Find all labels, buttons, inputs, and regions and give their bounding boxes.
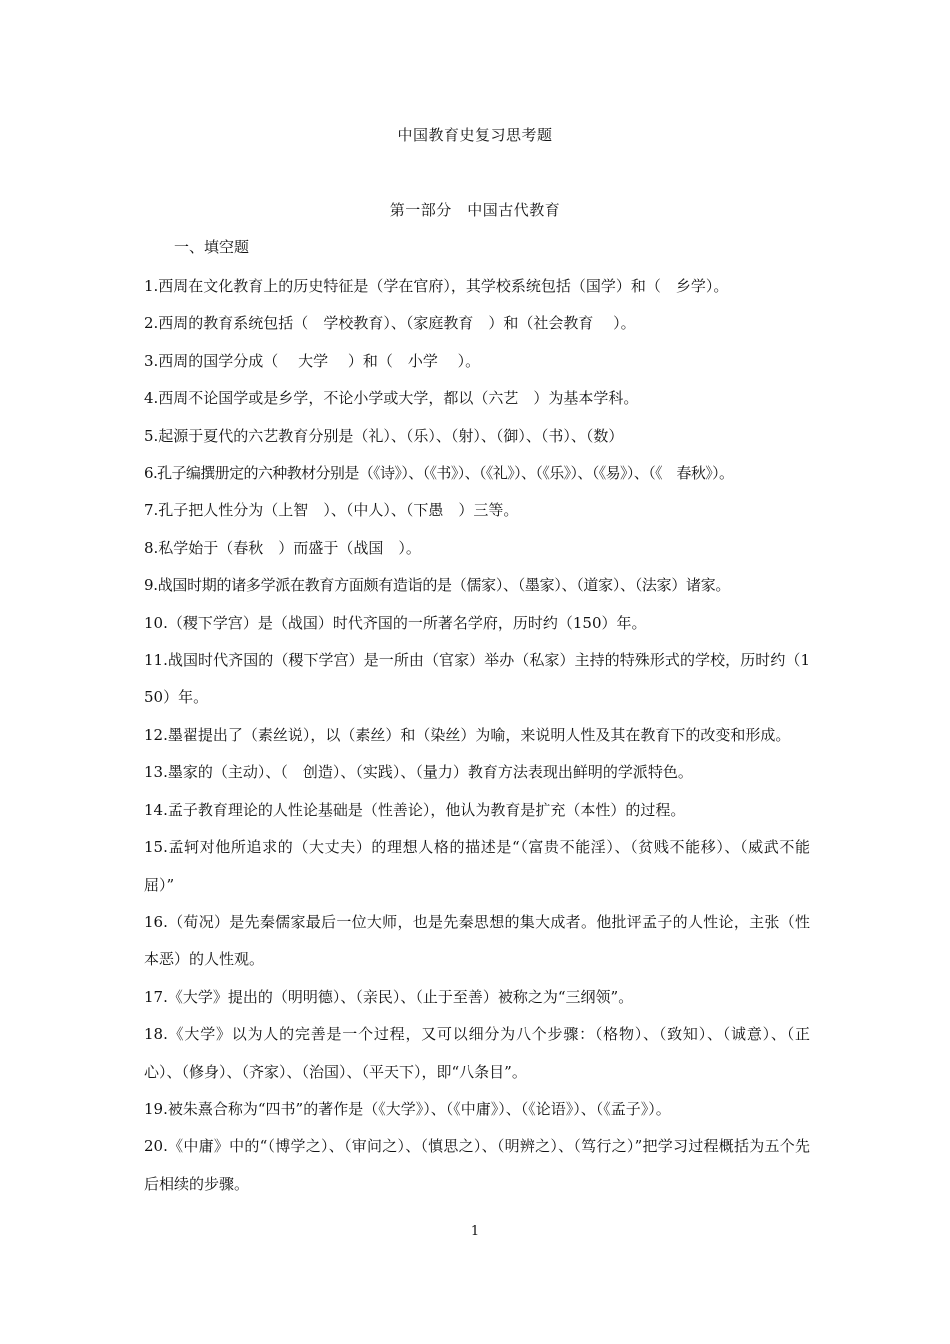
page-number: 1 <box>470 1224 480 1239</box>
question-item: 5.起源于夏代的六艺教育分别是（礼）、（乐）、（射）、（御）、（书）、（数） <box>144 426 624 445</box>
question-item: 13.墨家的（主动）、（ 创造）、（实践）、（量力）教育方法表现出鲜明的学派特色。 <box>144 763 693 782</box>
question-item: 20.《中庸》中的“（博学之）、（审问之）、（慎思之）、（明辨之）、（笃行之）”把学习过程概括为五个先后相续的步骤。 <box>144 1137 810 1193</box>
question-item: 9.战国时期的诸多学派在教育方面颇有造诣的是（儒家）、（墨家）、（道家）、（法家）诸家。 <box>144 576 731 595</box>
question-item: 19.被朱熹合称为“四书”的著作是（《大学》）、（《中庸》）、（《论语》）、（《孟子》）。 <box>144 1099 671 1118</box>
section-heading: 一、填空题 <box>174 238 250 256</box>
question-item: 11.战国时代齐国的（稷下学宫）是一所由（官家）举办（私家）主持的特殊形式的学校，历时约（150）年。 <box>144 651 810 707</box>
question-item: 10.（稷下学宫）是（战国）时代齐国的一所著名学府，历时约（150）年。 <box>144 613 647 632</box>
document-title: 中国教育史复习思考题 <box>397 126 553 144</box>
question-item: 12.墨翟提出了（素丝说），以（素丝）和（染丝）为喻，来说明人性及其在教育下的改变和形成。 <box>144 725 791 744</box>
question-item: 6.孔子编撰册定的六种教材分别是（《诗》）、（《书》）、（《礼》）、（《乐》）、（《易》）、（《 春秋》）。 <box>144 464 734 483</box>
question-item: 16.（荀况）是先秦儒家最后一位大师，也是先秦思想的集大成者。他批评孟子的人性论，主张（性本恶）的人性观。 <box>144 912 810 969</box>
question-item: 3.西周的国学分成（ 大学 ）和（ 小学 ）。 <box>144 351 481 370</box>
part-heading: 第一部分 中国古代教育 <box>389 201 561 219</box>
question-item: 7.孔子把人性分为（上智 ）、（中人）、（下愚 ）三等。 <box>144 501 519 520</box>
question-item: 2.西周的教育系统包括（ 学校教育）、（家庭教育 ）和（社会教育 ）。 <box>144 314 636 333</box>
question-item: 1.西周在文化教育上的历史特征是（学在官府），其学校系统包括（国学）和（ 乡学）。 <box>144 277 729 295</box>
question-item: 8.私学始于（春秋 ）而盛于（战国 ）。 <box>144 538 421 557</box>
question-item: 17.《大学》提出的（明明德）、（亲民）、（止于至善）被称之为“三纲领”。 <box>144 987 634 1006</box>
question-item: 18.《大学》以为人的完善是一个过程，又可以细分为八个步骤：（格物）、（致知）、（诚意）、（正心）、（修身）、（齐家）、（治国）、（平天下），即“八条目”。 <box>144 1025 810 1081</box>
question-list <box>144 268 810 1203</box>
question-item: 15.孟轲对他所追求的（大丈夫）的理想人格的描述是“（富贵不能淫）、（贫贱不能移）、（威武不能屈）” <box>144 838 810 894</box>
question-item: 4.西周不论国学或是乡学，不论小学或大学，都以（六艺 ）为基本学科。 <box>144 389 639 408</box>
question-item: 14.孟子教育理论的人性论基础是（性善论），他认为教育是扩充（本性）的过程。 <box>144 800 686 819</box>
